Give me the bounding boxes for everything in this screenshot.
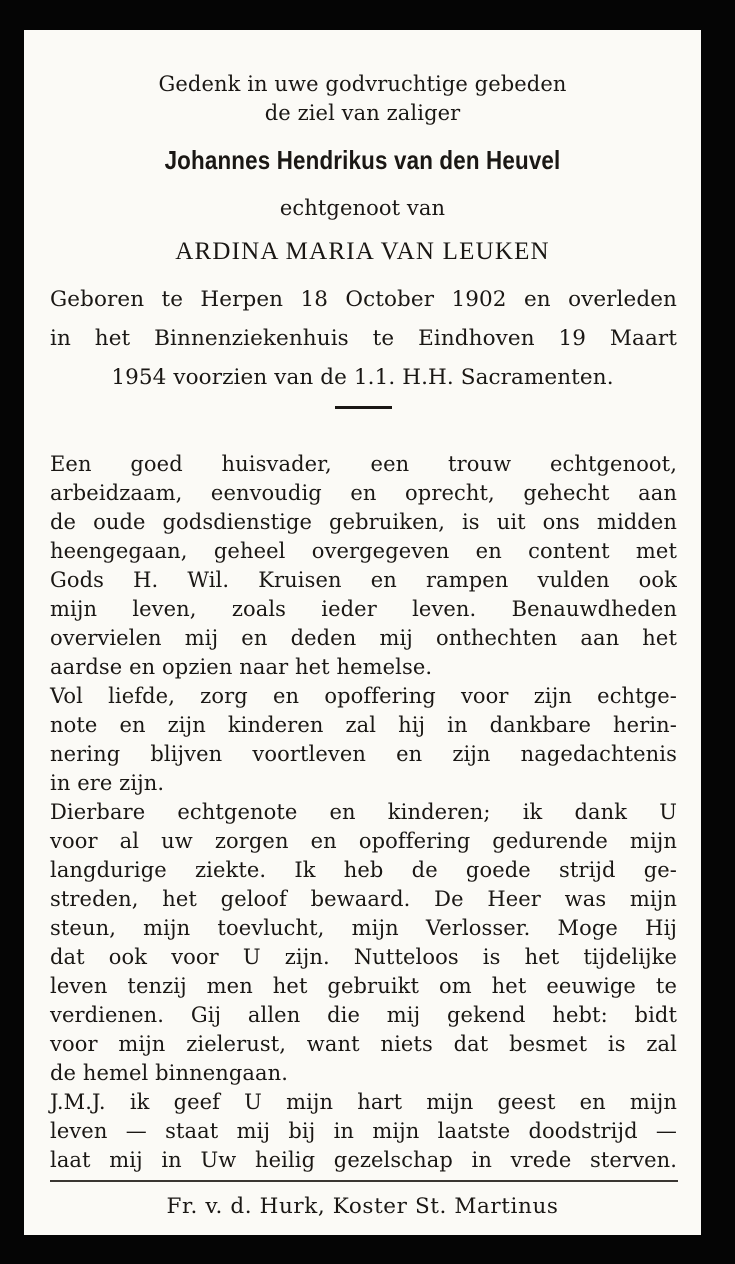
intro-line-1: Gedenk in uwe godvruchtige gebeden (158, 72, 567, 96)
biography-line: 1954 voorzien van de 1.1. H.H. Sacramenten. (111, 365, 614, 390)
memorial-card (24, 30, 701, 1235)
prayer-line: leven — staat mij bij in mijn laatste doodstrijd — (50, 1119, 677, 1143)
prayer-line: laat mij in Uw heilig gezelschap in vrede sterven. (50, 1148, 677, 1172)
paragraph-line: mijn leven, zoals ieder leven. Benauwdheden (50, 597, 677, 621)
paragraph-line: Een goed huisvader, een trouw echtgenoot, (50, 452, 677, 476)
paragraph-line: voor mijn zielerust, want niets dat besmet is zal (50, 1032, 677, 1056)
relation-text: echtgenoot van (279, 196, 446, 220)
prayer-line: J.M.J. ik geef U mijn hart mijn geest en mijn (50, 1090, 677, 1114)
paragraph-line: Dierbare echtgenote en kinderen; ik dank U (50, 800, 677, 824)
biography-line: in het Binnenziekenhuis te Eindhoven 19 Maart (50, 326, 677, 351)
paragraph-line: Gods H. Wil. Kruisen en rampen vulden ook (50, 568, 677, 592)
paragraph-line: dat ook voor U zijn. Nutteloos is het tijdelijke (50, 945, 677, 969)
short-separator-rule (335, 406, 392, 409)
paragraph-line: streden, het geloof bewaard. De Heer was mijn (50, 887, 677, 911)
paragraph-line: leven tenzij men het gebruikt om het eeuwige te (50, 974, 677, 998)
paragraph-line: heengegaan, geheel overgegeven en content met (50, 539, 677, 563)
paragraph-line: langdurige ziekte. Ik heb de goede strijd ge- (50, 858, 677, 882)
deceased-name: Johannes Hendrikus van den Heuvel (164, 145, 561, 175)
spouse-name: ARDINA MARIA VAN LEUKEN (175, 238, 550, 265)
paragraph-line: nering blijven voortleven en zijn nagedachtenis (50, 742, 677, 766)
paragraph-line: Vol liefde, zorg en opoffering voor zijn echtge- (50, 684, 677, 708)
paragraph-line: voor al uw zorgen en opoffering gedurende mijn (50, 829, 677, 853)
paragraph-line: overvielen mij en deden mij onthechten aan het (50, 626, 677, 650)
printer-credit: Fr. v. d. Hurk, Koster St. Martinus (166, 1194, 559, 1219)
paragraph-line: de hemel binnengaan. (50, 1061, 289, 1085)
paragraph-line: aardse en opzien naar het hemelse. (50, 655, 433, 679)
paragraph-line: arbeidzaam, eenvoudig en oprecht, gehecht aan (50, 481, 677, 505)
paragraph-line: de oude godsdienstige gebruiken, is uit ons midden (50, 510, 677, 534)
paragraph-line: verdienen. Gij allen die mij gekend hebt: bidt (50, 1003, 677, 1027)
long-separator-rule (50, 1180, 678, 1182)
biography-line: Geboren te Herpen 18 October 1902 en overleden (50, 287, 677, 312)
paragraph-line: in ere zijn. (50, 771, 165, 795)
paragraph-line: note en zijn kinderen zal hij in dankbare herin- (50, 713, 677, 737)
intro-line-2: de ziel van zaliger (264, 101, 461, 125)
paragraph-line: steun, mijn toevlucht, mijn Verlosser. Moge Hij (50, 916, 677, 940)
